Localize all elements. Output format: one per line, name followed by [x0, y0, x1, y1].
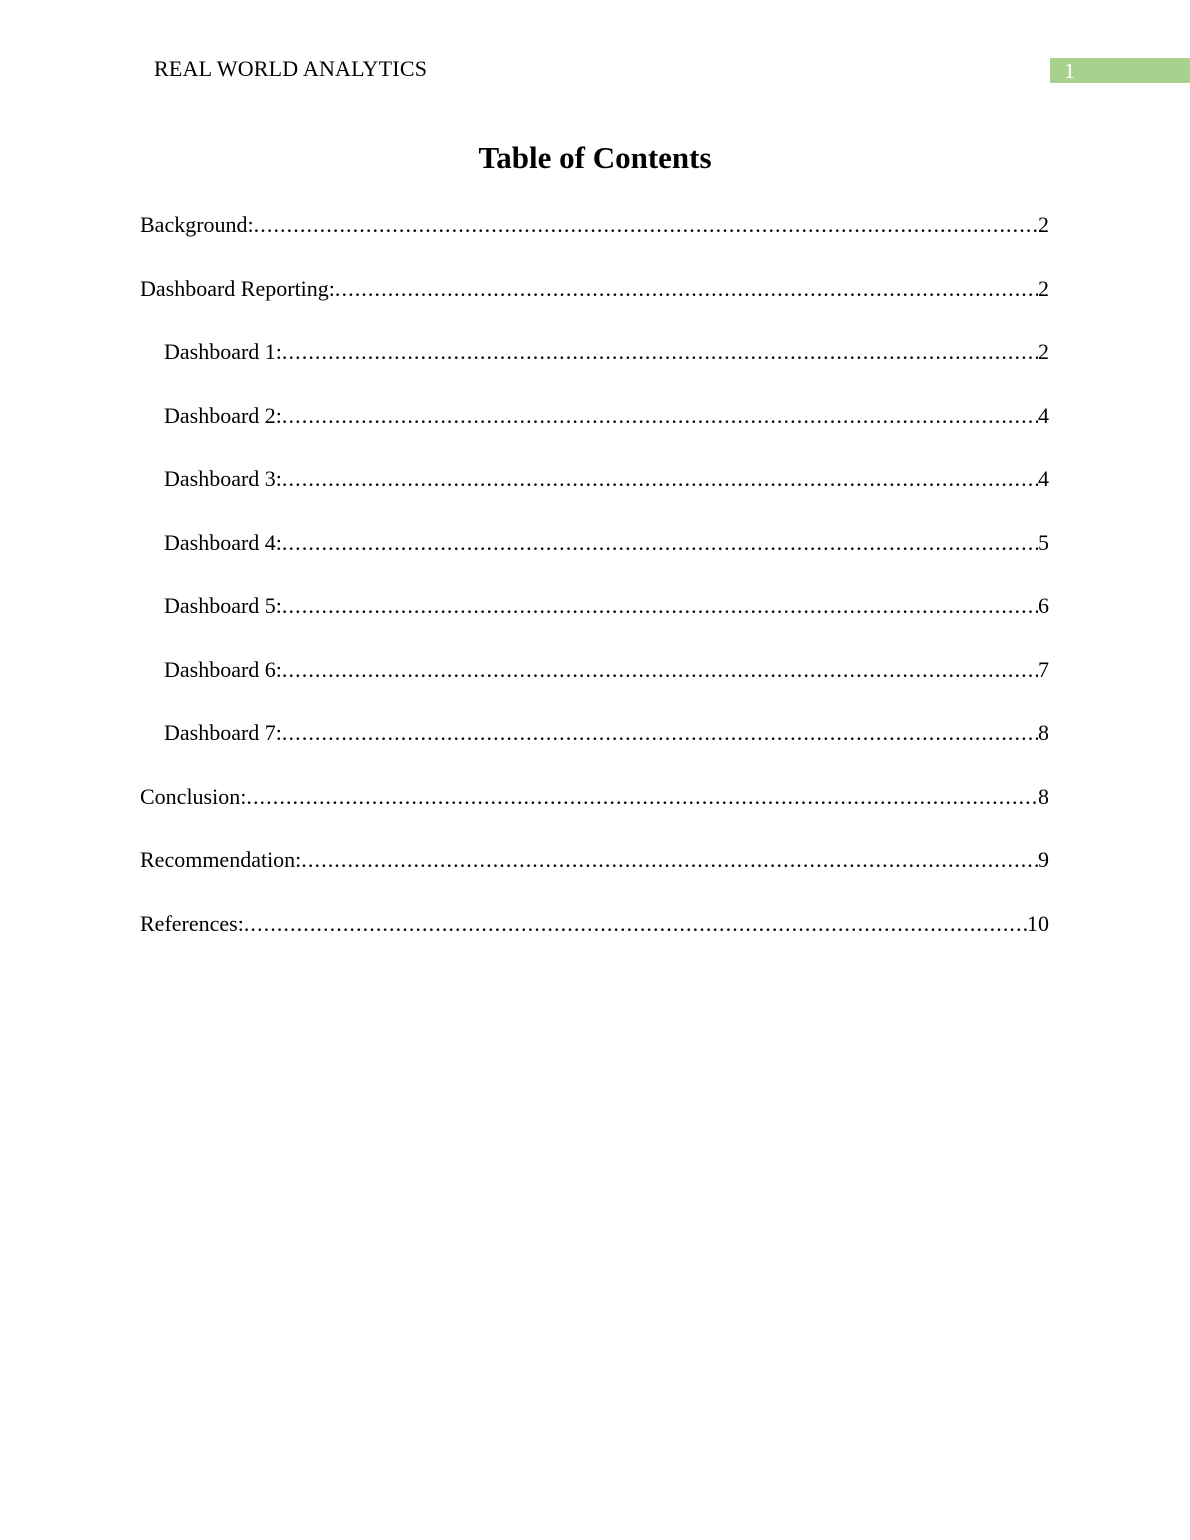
- toc-entry-label: References:: [140, 910, 244, 936]
- toc-entry-label: Dashboard 5:: [164, 593, 282, 618]
- toc-entry-page: 2: [1038, 212, 1049, 237]
- toc-entry-page: 4: [1038, 466, 1049, 491]
- toc-title: Table of Contents: [478, 140, 712, 175]
- toc-entry-references[interactable]: [140, 906, 1049, 970]
- dot-leader: [282, 525, 1038, 561]
- toc-entry-label: Conclusion:: [140, 783, 247, 809]
- dot-leader: [282, 334, 1038, 370]
- toc-entry-recommendation[interactable]: [140, 842, 1049, 906]
- toc-entry-label: Dashboard 2:: [164, 402, 282, 428]
- toc-entry-page: 8: [1038, 783, 1049, 809]
- toc-entry-page: 6: [1038, 593, 1049, 618]
- toc-entry-page: 2: [1038, 275, 1049, 301]
- toc-entry-dashboard-4[interactable]: [140, 525, 1049, 589]
- toc-entry-conclusion[interactable]: [140, 779, 1049, 843]
- toc-entry-dashboard-6[interactable]: [140, 652, 1049, 716]
- dot-leader: [335, 271, 1038, 307]
- toc-entry-label: Dashboard Reporting:: [140, 275, 335, 301]
- toc-entry-page: 4: [1038, 402, 1049, 428]
- dot-leader: [282, 715, 1038, 751]
- toc-entry-dashboard-7[interactable]: [140, 715, 1049, 779]
- dot-leader: [282, 652, 1038, 688]
- toc-entry-dashboard-reporting[interactable]: [140, 271, 1049, 335]
- toc-entry-page: 8: [1038, 720, 1049, 745]
- toc-entry-page: 10: [1027, 910, 1049, 936]
- page-number-badge: 1: [1050, 58, 1190, 83]
- toc-entry-dashboard-1[interactable]: [140, 334, 1049, 398]
- toc-entry-label: Dashboard 4:: [164, 529, 282, 555]
- toc-entry-background[interactable]: [140, 207, 1049, 271]
- toc-entry-dashboard-2[interactable]: [140, 398, 1049, 462]
- running-head: REAL WORLD ANALYTICS: [154, 56, 428, 81]
- dot-leader: [282, 398, 1038, 434]
- toc-entry-label: Recommendation:: [140, 847, 302, 872]
- toc-entry-page: 9: [1038, 847, 1049, 872]
- toc-entry-label: Dashboard 7:: [164, 720, 282, 745]
- toc-entry-page: 7: [1038, 656, 1049, 682]
- toc-entry-label: Dashboard 1:: [164, 339, 282, 364]
- dot-leader: [282, 588, 1038, 624]
- toc-entry-page: 2: [1038, 339, 1049, 364]
- toc-entry-label: Background:: [140, 212, 254, 237]
- dot-leader: [254, 207, 1038, 243]
- table-of-contents: [140, 207, 1049, 969]
- dot-leader: [244, 906, 1027, 942]
- toc-entry-label: Dashboard 3:: [164, 466, 282, 491]
- toc-entry-label: Dashboard 6:: [164, 656, 282, 682]
- toc-entry-dashboard-5[interactable]: [140, 588, 1049, 652]
- toc-entry-dashboard-3[interactable]: [140, 461, 1049, 525]
- dot-leader: [282, 461, 1038, 497]
- dot-leader: [246, 779, 1038, 815]
- toc-entry-page: 5: [1038, 529, 1049, 555]
- dot-leader: [301, 842, 1038, 878]
